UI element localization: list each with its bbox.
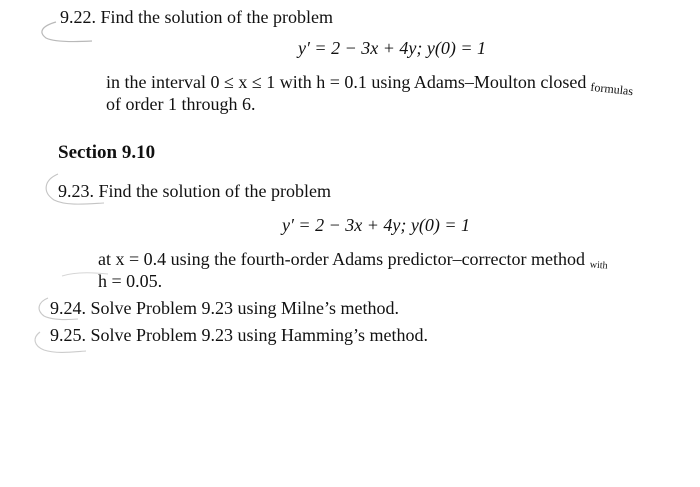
problem-number: 9.22. (60, 7, 96, 27)
equation-text: y′ = 2 − 3x + 4y; y(0) = 1 (298, 38, 486, 58)
problem-9-23-heading (58, 180, 331, 202)
problem-text: Solve Problem 9.23 using Milne’s method. (90, 298, 399, 318)
body-text: at x = 0.4 using the fourth-order Adams predictor–corrector method (98, 249, 586, 269)
problem-text: Solve Problem 9.23 using Hamming’s method. (90, 325, 428, 345)
body-text: in the interval 0 ≤ x ≤ 1 with h = 0.1 using Adams–Moulton closed (106, 72, 587, 92)
body-text: h = 0.05. (98, 271, 163, 291)
problem-9-23-equation (282, 214, 470, 236)
problem-lead-text: Find the solution of the problem (100, 7, 333, 27)
problem-9-22-body-line1 (106, 71, 634, 99)
problem-number: 9.23. (58, 181, 94, 201)
problem-number: 9.24. (50, 298, 86, 318)
problem-9-23-body-line1 (98, 248, 607, 274)
body-text-curved: formulas (589, 79, 634, 99)
body-text-curved: with (588, 259, 608, 272)
problem-lead-text: Find the solution of the problem (98, 181, 331, 201)
section-heading: Section 9.10 (58, 142, 156, 163)
body-text: of order 1 through 6. (106, 94, 256, 114)
problem-number: 9.25. (50, 325, 86, 345)
problem-9-24 (50, 297, 399, 319)
problem-9-23-body-line2 (98, 270, 162, 292)
problem-9-22-body-line2 (106, 93, 255, 115)
problem-9-25 (50, 324, 428, 346)
problem-9-22-heading (60, 6, 333, 28)
equation-text: y′ = 2 − 3x + 4y; y(0) = 1 (282, 215, 470, 235)
problem-9-22-equation (298, 37, 486, 59)
